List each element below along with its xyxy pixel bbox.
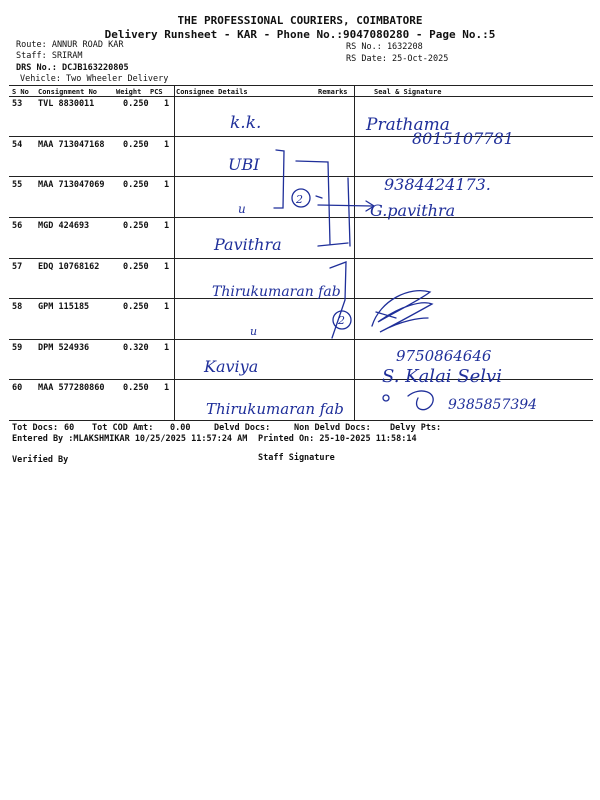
row-pcs: 1 [164,180,170,190]
handwritten-bracket [274,150,284,208]
row-consignment: MAA 577280860 [38,383,105,393]
col-header-weight: Weight [116,88,142,96]
handwritten-phone: 8015107781 [412,129,514,148]
handwritten-consignee: Kaviya [204,357,259,376]
row-pcs: 1 [164,221,170,231]
staff-label: Staff: SRIRAM [16,51,83,61]
tot-cod-value: 0.00 [170,423,191,433]
col-header-pcs: PCS [150,88,163,96]
row-weight: 0.250 [123,302,149,312]
handwritten-ditto-mark: u [238,202,246,216]
verified-by-label: Verified By [12,455,69,465]
col-header-seal: Seal & Signature [374,88,442,96]
rs-date: RS Date: 25-Oct-2025 [346,54,449,64]
row-weight: 0.250 [123,99,149,109]
entered-by: Entered By :MLAKSHMIKAR 10/25/2025 11:57:24 AM [12,434,248,444]
handwritten-phone: 9384424173. [384,175,491,194]
row-sno: 53 [12,99,23,109]
rs-number: RS No.: 1632208 [346,42,423,52]
row-weight: 0.250 [123,221,149,231]
runsheet-title: Delivery Runsheet - KAR - Phone No.:9047080280 - Page No.:5 [104,28,496,41]
handwritten-consignee: Thirukumaran fab [206,400,344,418]
handwritten-consignee: Pavithra [214,235,282,254]
handwritten-seal: Prathama [366,115,450,135]
tot-docs-value: 60 [64,423,75,433]
handwritten-stroke [316,196,322,198]
handwritten-signature [372,291,432,332]
row-weight: 0.250 [123,383,149,393]
row-weight: 0.250 [123,180,149,190]
row-sno: 56 [12,221,23,231]
route-label: Route: ANNUR ROAD KAR [16,40,124,50]
row-consignment: TVL 8830011 [38,99,95,109]
handwritten-stroke [318,243,348,246]
handwritten-signature [408,391,433,410]
row-weight: 0.250 [123,262,149,272]
col-header-sno: S No [12,88,29,96]
handwritten-phone: 9750864646 [396,347,492,365]
handwritten-ditto-mark: u [250,325,258,338]
handwritten-phone: 9385857394 [448,397,538,413]
handwritten-bracket [348,178,350,246]
tot-docs-label: Tot Docs: [12,423,59,433]
tot-cod-label: Tot COD Amt: [92,423,154,433]
row-sno: 59 [12,343,23,353]
drs-number: DRS No.: DCJB163220805 [16,63,129,73]
col-header-remarks: Remarks [318,88,348,96]
handwritten-consignee: k.k. [230,113,262,133]
company-name: THE PROFESSIONAL COURIERS, COIMBATORE [177,14,423,27]
row-consignment: MGD 424693 [38,221,90,231]
staff-signature-label: Staff Signature [258,453,335,463]
handwritten-consignee: UBI [228,155,260,174]
row-consignment: MAA 713047168 [38,140,105,150]
col-header-consignment: Consignment No [38,88,98,96]
delvd-docs-label: Delvd Docs: [214,423,271,433]
handwritten-consignee: Thirukumaran fab [212,284,341,300]
handwritten-seal: S. Kalai Selvi [382,366,502,387]
row-sno: 60 [12,383,23,393]
row-weight: 0.320 [123,343,149,353]
row-consignment: MAA 713047069 [38,180,105,190]
row-pcs: 1 [164,99,170,109]
row-consignment: EDQ 10768162 [38,262,100,272]
row-weight: 0.250 [123,140,149,150]
row-consignment: GPM 115185 [38,302,90,312]
non-delvd-docs-label: Non Delvd Docs: [294,423,371,433]
handwritten-arrow-line [318,205,372,206]
row-consignment: DPM 524936 [38,343,90,353]
handwritten-circle-number: 2 [296,193,303,206]
col-header-consignee: Consignee Details [176,88,248,96]
row-sno: 58 [12,302,23,312]
delvy-pts-label: Delvy Pts: [390,423,442,433]
row-pcs: 1 [164,140,170,150]
row-pcs: 1 [164,383,170,393]
row-pcs: 1 [164,343,170,353]
printed-on: Printed On: 25-10-2025 11:58:14 [258,434,417,444]
handwritten-mark [383,395,389,401]
handwritten-circle-number: 2 [338,314,345,327]
row-sno: 55 [12,180,23,190]
row-sno: 54 [12,140,23,150]
row-sno: 57 [12,262,23,272]
row-pcs: 1 [164,302,170,312]
handwritten-seal: G.pavithra [370,201,456,220]
vehicle-label: Vehicle: Two Wheeler Delivery [20,74,169,84]
row-pcs: 1 [164,262,170,272]
